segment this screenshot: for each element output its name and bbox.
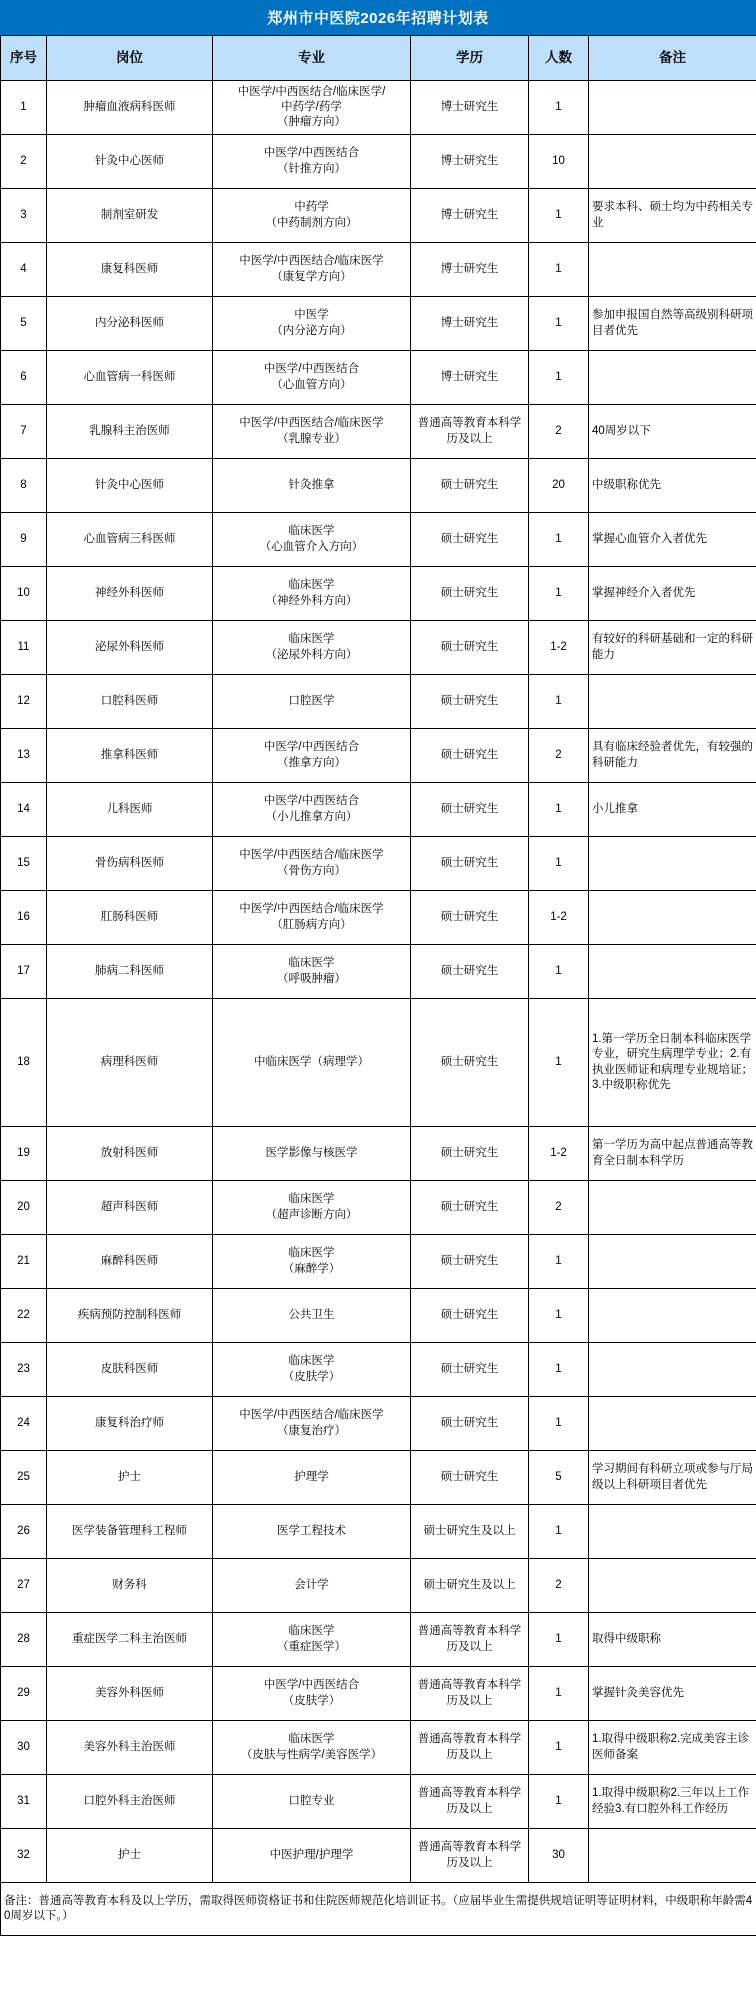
table-row [1,1667,756,1721]
row-major-cell: 临床医学 （重症医学） [213,1613,411,1667]
row-major-cell: 针灸推拿 [213,459,411,513]
row-remark-cell [589,135,756,189]
row-post-cell: 推拿科医师 [47,729,213,783]
row-major-cell: 中医学/中西医结合 （推拿方向） [213,729,411,783]
table-row [1,1397,756,1451]
row-count-cell: 1-2 [529,891,589,945]
row-remark-cell [589,1829,756,1883]
row-count-cell: 30 [529,1829,589,1883]
row-major-cell: 临床医学 （皮肤与性病学/美容医学） [213,1721,411,1775]
row-remark-cell: 中级职称优先 [589,459,756,513]
row-major-cell: 临床医学 （神经外科方向） [213,567,411,621]
row-index-cell: 9 [1,513,47,567]
table-row [1,945,756,999]
row-post-cell: 口腔科医师 [47,675,213,729]
row-post-cell: 内分泌科医师 [47,297,213,351]
row-education-cell: 硕士研究生 [411,567,529,621]
row-major-cell: 中医学/中西医结合/临床医学 （乳腺专业） [213,405,411,459]
row-education-cell: 博士研究生 [411,135,529,189]
row-education-cell: 硕士研究生 [411,621,529,675]
table-row [1,837,756,891]
row-index-cell: 25 [1,1451,47,1505]
row-major-cell: 中药学 （中药制剂方向） [213,189,411,243]
table-row [1,297,756,351]
row-count-cell: 1 [529,783,589,837]
row-index-cell: 28 [1,1613,47,1667]
row-major-cell: 临床医学 （皮肤学） [213,1343,411,1397]
row-count-cell: 1 [529,189,589,243]
row-post-cell: 麻醉科医师 [47,1235,213,1289]
row-remark-cell: 具有临床经验者优先，有较强的科研能力 [589,729,756,783]
row-remark-cell: 参加申报国自然等高级别科研项目者优先 [589,297,756,351]
row-count-cell: 1 [529,837,589,891]
table-row [1,1289,756,1343]
row-major-cell: 中医学/中西医结合 （皮肤学） [213,1667,411,1721]
row-remark-cell [589,945,756,999]
table-row [1,783,756,837]
row-major-cell: 中医学/中西医结合/临床医学/ 中药学/药学 （肿瘤方向） [213,81,411,135]
column-header-major: 专业 [213,36,411,81]
row-index-cell: 1 [1,81,47,135]
row-remark-cell [589,81,756,135]
row-index-cell: 22 [1,1289,47,1343]
row-education-cell: 硕士研究生 [411,729,529,783]
row-major-cell: 中医学/中西医结合/临床医学 （康复学方向） [213,243,411,297]
table-row [1,1343,756,1397]
table-row [1,1613,756,1667]
table-row [1,1775,756,1829]
row-major-cell: 中医学/中西医结合 （心血管方向） [213,351,411,405]
row-count-cell: 1 [529,1721,589,1775]
column-header-index: 序号 [1,36,47,81]
row-remark-cell: 取得中级职称 [589,1613,756,1667]
table-row [1,1829,756,1883]
row-education-cell: 博士研究生 [411,297,529,351]
row-post-cell: 泌尿外科医师 [47,621,213,675]
row-remark-cell: 40周岁以下 [589,405,756,459]
row-index-cell: 7 [1,405,47,459]
row-post-cell: 肛肠科医师 [47,891,213,945]
row-education-cell: 硕士研究生 [411,1289,529,1343]
row-count-cell: 2 [529,1559,589,1613]
row-remark-cell [589,351,756,405]
row-post-cell: 财务科 [47,1559,213,1613]
row-remark-cell [589,1181,756,1235]
row-index-cell: 18 [1,999,47,1127]
row-post-cell: 心血管病三科医师 [47,513,213,567]
row-post-cell: 骨伤病科医师 [47,837,213,891]
row-education-cell: 硕士研究生 [411,1235,529,1289]
table-row [1,729,756,783]
row-index-cell: 17 [1,945,47,999]
row-index-cell: 8 [1,459,47,513]
row-index-cell: 32 [1,1829,47,1883]
row-index-cell: 16 [1,891,47,945]
row-major-cell: 临床医学 （超声诊断方向） [213,1181,411,1235]
row-count-cell: 1 [529,1775,589,1829]
row-post-cell: 疾病预防控制科医师 [47,1289,213,1343]
row-index-cell: 13 [1,729,47,783]
row-major-cell: 口腔专业 [213,1775,411,1829]
column-header-count: 人数 [529,36,589,81]
table-body [1,81,756,1883]
row-major-cell: 中临床医学（病理学） [213,999,411,1127]
table-row [1,999,756,1127]
row-count-cell: 1 [529,243,589,297]
row-remark-cell [589,1235,756,1289]
footer-note: 备注：普通高等教育本科及以上学历，需取得医师资格证书和住院医师规范化培训证书。（应届毕业生需提供规培证明等证明材料，中级职称年龄需40周岁以下。） [1,1883,756,1936]
table-row [1,1505,756,1559]
row-index-cell: 5 [1,297,47,351]
row-count-cell: 1 [529,1505,589,1559]
row-post-cell: 美容外科医师 [47,1667,213,1721]
row-count-cell: 1 [529,1667,589,1721]
row-remark-cell [589,1343,756,1397]
row-post-cell: 康复科医师 [47,243,213,297]
row-major-cell: 临床医学 （心血管介入方向） [213,513,411,567]
row-index-cell: 27 [1,1559,47,1613]
row-education-cell: 硕士研究生 [411,1451,529,1505]
row-index-cell: 19 [1,1127,47,1181]
row-count-cell: 1 [529,675,589,729]
row-education-cell: 博士研究生 [411,351,529,405]
column-header-education: 学历 [411,36,529,81]
row-post-cell: 乳腺科主治医师 [47,405,213,459]
row-education-cell: 硕士研究生 [411,1397,529,1451]
row-education-cell: 硕士研究生 [411,1343,529,1397]
row-post-cell: 美容外科主治医师 [47,1721,213,1775]
row-major-cell: 临床医学 （麻醉学） [213,1235,411,1289]
row-post-cell: 超声科医师 [47,1181,213,1235]
table-row [1,135,756,189]
page-title-text: 郑州市中医院2026年招聘计划表 [267,10,489,27]
table-row [1,459,756,513]
row-remark-cell [589,1289,756,1343]
row-remark-cell [589,891,756,945]
row-education-cell: 博士研究生 [411,189,529,243]
row-count-cell: 2 [529,729,589,783]
table-row [1,1127,756,1181]
recruitment-plan-table [0,35,756,1936]
row-major-cell: 护理学 [213,1451,411,1505]
row-post-cell: 护士 [47,1451,213,1505]
row-remark-cell [589,1397,756,1451]
row-education-cell: 硕士研究生 [411,675,529,729]
row-post-cell: 肿瘤血液病科医师 [47,81,213,135]
row-education-cell: 硕士研究生 [411,1127,529,1181]
row-remark-cell: 掌握心血管介入者优先 [589,513,756,567]
row-post-cell: 放射科医师 [47,1127,213,1181]
row-index-cell: 3 [1,189,47,243]
row-post-cell: 制剂室研发 [47,189,213,243]
row-count-cell: 1 [529,567,589,621]
row-remark-cell: 小儿推拿 [589,783,756,837]
row-major-cell: 中医学/中西医结合 （针推方向） [213,135,411,189]
row-remark-cell [589,1505,756,1559]
row-education-cell: 硕士研究生 [411,1181,529,1235]
row-education-cell: 硕士研究生及以上 [411,1505,529,1559]
row-major-cell: 临床医学 （泌尿外科方向） [213,621,411,675]
row-major-cell: 会计学 [213,1559,411,1613]
table-row [1,1451,756,1505]
column-header-remark: 备注 [589,36,756,81]
row-index-cell: 11 [1,621,47,675]
table-header [1,36,756,81]
row-major-cell: 临床医学 （呼吸肿瘤） [213,945,411,999]
row-index-cell: 23 [1,1343,47,1397]
row-post-cell: 儿科医师 [47,783,213,837]
table-row [1,1235,756,1289]
row-post-cell: 皮肤科医师 [47,1343,213,1397]
row-major-cell: 医学影像与核医学 [213,1127,411,1181]
row-post-cell: 医学装备管理科工程师 [47,1505,213,1559]
table-row [1,1559,756,1613]
row-major-cell: 中医学 （内分泌方向） [213,297,411,351]
table-row [1,567,756,621]
page-title [0,0,756,35]
row-count-cell: 1 [529,1397,589,1451]
row-post-cell: 肺病二科医师 [47,945,213,999]
row-major-cell: 中医学/中西医结合/临床医学 （骨伤方向） [213,837,411,891]
row-count-cell: 20 [529,459,589,513]
row-post-cell: 护士 [47,1829,213,1883]
row-post-cell: 神经外科医师 [47,567,213,621]
row-index-cell: 26 [1,1505,47,1559]
row-count-cell: 1 [529,1613,589,1667]
table-row [1,351,756,405]
table-row [1,675,756,729]
table-row [1,81,756,135]
row-remark-cell: 要求本科、硕士均为中药相关专业 [589,189,756,243]
row-count-cell: 10 [529,135,589,189]
row-count-cell: 1 [529,1289,589,1343]
row-education-cell: 普通高等教育本科学历及以上 [411,1721,529,1775]
row-major-cell: 口腔医学 [213,675,411,729]
row-count-cell: 1 [529,999,589,1127]
row-index-cell: 12 [1,675,47,729]
row-remark-cell: 1.取得中级职称2.完成美容主诊医师备案 [589,1721,756,1775]
row-remark-cell [589,243,756,297]
row-count-cell: 1 [529,81,589,135]
header-row [1,36,756,81]
row-index-cell: 31 [1,1775,47,1829]
row-index-cell: 4 [1,243,47,297]
row-post-cell: 重症医学二科主治医师 [47,1613,213,1667]
row-education-cell: 普通高等教育本科学历及以上 [411,1775,529,1829]
row-count-cell: 1 [529,1235,589,1289]
row-major-cell: 公共卫生 [213,1289,411,1343]
row-education-cell: 普通高等教育本科学历及以上 [411,1829,529,1883]
row-remark-cell: 掌握神经介入者优先 [589,567,756,621]
row-education-cell: 普通高等教育本科学历及以上 [411,1613,529,1667]
row-count-cell: 1-2 [529,621,589,675]
row-post-cell: 针灸中心医师 [47,135,213,189]
row-post-cell: 针灸中心医师 [47,459,213,513]
row-index-cell: 21 [1,1235,47,1289]
row-education-cell: 硕士研究生 [411,459,529,513]
row-major-cell: 医学工程技术 [213,1505,411,1559]
row-remark-cell [589,837,756,891]
row-remark-cell: 学习期间有科研立项或参与厅局级以上科研项目者优先 [589,1451,756,1505]
row-education-cell: 普通高等教育本科学历及以上 [411,1667,529,1721]
row-post-cell: 心血管病一科医师 [47,351,213,405]
table-row [1,405,756,459]
row-count-cell: 1 [529,1343,589,1397]
row-count-cell: 1 [529,351,589,405]
row-index-cell: 2 [1,135,47,189]
row-education-cell: 硕士研究生 [411,891,529,945]
row-major-cell: 中医护理/护理学 [213,1829,411,1883]
row-education-cell: 博士研究生 [411,243,529,297]
row-index-cell: 6 [1,351,47,405]
row-index-cell: 14 [1,783,47,837]
table-row [1,243,756,297]
table-row [1,1181,756,1235]
column-header-post: 岗位 [47,36,213,81]
table-row [1,1721,756,1775]
row-remark-cell: 1.取得中级职称2.三年以上工作经验3.有口腔外科工作经历 [589,1775,756,1829]
row-remark-cell [589,675,756,729]
row-index-cell: 20 [1,1181,47,1235]
row-remark-cell: 有较好的科研基础和一定的科研能力 [589,621,756,675]
row-index-cell: 30 [1,1721,47,1775]
row-education-cell: 硕士研究生 [411,999,529,1127]
table-row [1,891,756,945]
row-index-cell: 15 [1,837,47,891]
row-count-cell: 2 [529,405,589,459]
footer-row [1,1883,756,1936]
row-count-cell: 1 [529,513,589,567]
row-education-cell: 硕士研究生 [411,783,529,837]
row-major-cell: 中医学/中西医结合/临床医学 （肛肠病方向） [213,891,411,945]
table-row [1,621,756,675]
row-count-cell: 1 [529,297,589,351]
row-index-cell: 24 [1,1397,47,1451]
row-post-cell: 口腔外科主治医师 [47,1775,213,1829]
row-count-cell: 1 [529,945,589,999]
row-count-cell: 2 [529,1181,589,1235]
row-education-cell: 硕士研究生 [411,945,529,999]
row-major-cell: 中医学/中西医结合 （小儿推拿方向） [213,783,411,837]
row-remark-cell: 第一学历为高中起点普通高等教育全日制本科学历 [589,1127,756,1181]
row-education-cell: 硕士研究生 [411,513,529,567]
row-remark-cell [589,1559,756,1613]
row-education-cell: 博士研究生 [411,81,529,135]
row-index-cell: 29 [1,1667,47,1721]
row-post-cell: 病理科医师 [47,999,213,1127]
row-education-cell: 硕士研究生及以上 [411,1559,529,1613]
table-row [1,189,756,243]
table-row [1,513,756,567]
row-major-cell: 中医学/中西医结合/临床医学 （康复治疗） [213,1397,411,1451]
row-count-cell: 5 [529,1451,589,1505]
row-index-cell: 10 [1,567,47,621]
table-footer [1,1883,756,1936]
row-remark-cell: 掌握针灸美容优先 [589,1667,756,1721]
row-count-cell: 1-2 [529,1127,589,1181]
row-post-cell: 康复科治疗师 [47,1397,213,1451]
row-education-cell: 普通高等教育本科学历及以上 [411,405,529,459]
row-education-cell: 硕士研究生 [411,837,529,891]
row-remark-cell: 1.第一学历全日制本科临床医学专业，研究生病理学专业；2.有执业医师证和病理专业规培证；3.中级职称优先 [589,999,756,1127]
